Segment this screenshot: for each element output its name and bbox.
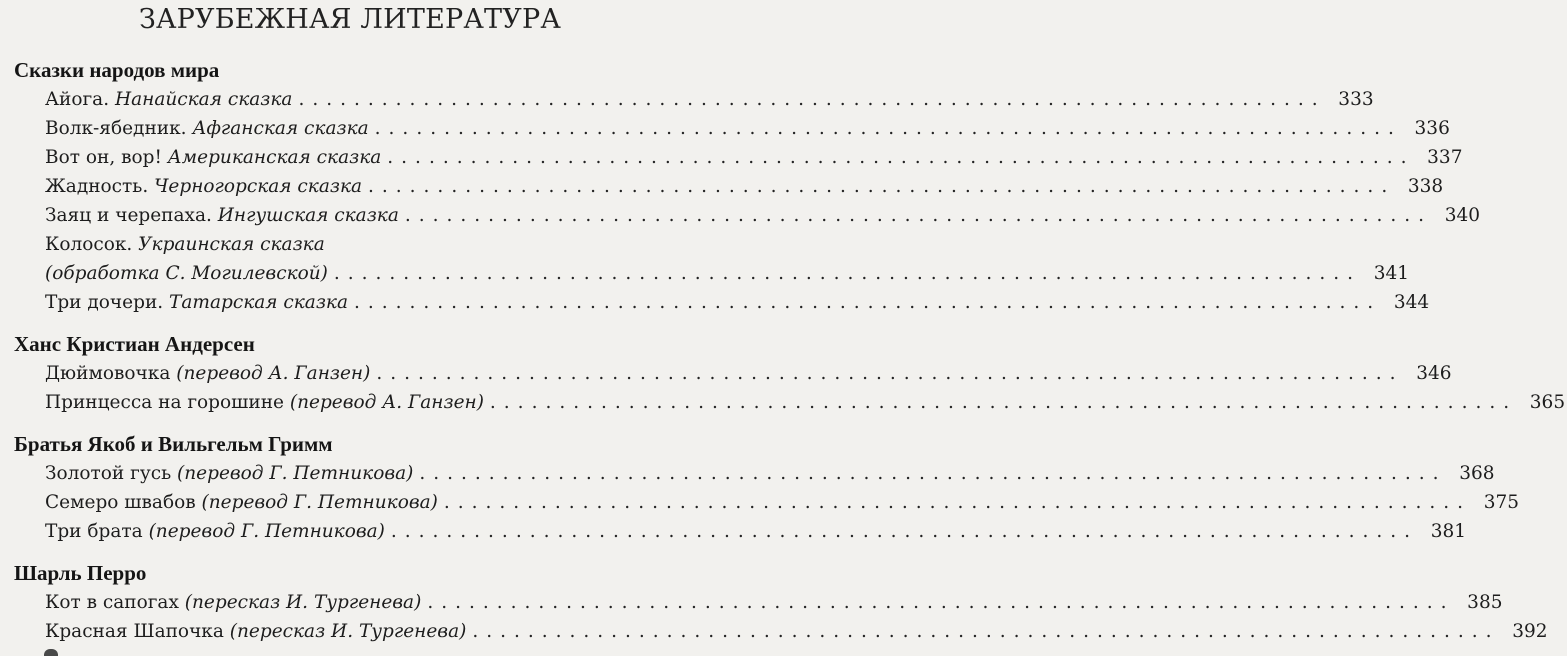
entry-title: Вот он, вор! bbox=[45, 147, 168, 168]
entry-subtitle: (пересказ И. Тургенева) bbox=[184, 592, 422, 613]
entry-label bbox=[45, 517, 385, 546]
entry-title: Кот в сапогах bbox=[45, 592, 185, 613]
entry-title: Три дочери. bbox=[45, 292, 170, 313]
page-number: 338 bbox=[1407, 176, 1444, 197]
entry-label bbox=[45, 201, 399, 230]
entry-title: Волк-ябедник. bbox=[45, 118, 193, 139]
leader-dots: .......................................................................... bbox=[354, 292, 1382, 313]
page-number: 381 bbox=[1430, 521, 1467, 542]
section-title: Ханс Кристиан Андерсен bbox=[14, 332, 255, 356]
page-title: ЗАРУБЕЖНАЯ ЛИТЕРАТУРА bbox=[139, 4, 561, 35]
entry-subtitle: Афганская сказка bbox=[192, 118, 369, 139]
toc-entry[interactable] bbox=[0, 230, 1410, 288]
entry-label bbox=[45, 85, 292, 114]
entry-label bbox=[45, 617, 466, 646]
leader-dots: .......................................................................... bbox=[472, 621, 1500, 642]
page-number: 337 bbox=[1427, 147, 1463, 168]
entry-subtitle: Нанайская сказка bbox=[114, 89, 293, 110]
toc-section bbox=[0, 56, 1481, 317]
leader-dots: .......................................................................... bbox=[387, 147, 1415, 168]
entry-subtitle: (перевод Г. Петникова) bbox=[177, 463, 414, 484]
entry-title: Три брата bbox=[45, 521, 149, 542]
entry-label bbox=[45, 588, 421, 617]
entry-title: Жадность. bbox=[45, 176, 155, 197]
leader-dots: .......................................................................... bbox=[489, 392, 1518, 413]
entry-subtitle-continued: (обработка С. Могилевской) bbox=[45, 263, 328, 284]
leader-dots: .......................................................................... bbox=[390, 521, 1419, 542]
leader-dots: .......................................................................... bbox=[443, 492, 1472, 513]
entry-title: Принцесса на горошине bbox=[45, 392, 290, 413]
leader-dots: .......................................................................... bbox=[298, 89, 1326, 110]
entry-subtitle: Татарская сказка bbox=[169, 292, 349, 313]
entry-subtitle: Черногорская сказка bbox=[154, 176, 363, 197]
page-number: 368 bbox=[1459, 463, 1495, 484]
toc-section bbox=[0, 330, 1566, 417]
section-title: Братья Якоб и Вильгельм Гримм bbox=[14, 432, 333, 456]
leader-dots: .......................................................................... bbox=[419, 463, 1447, 484]
entry-subtitle: (пересказ И. Тургенева) bbox=[229, 621, 467, 642]
entry-title: Золотой гусь bbox=[45, 463, 178, 484]
toc-entry[interactable] bbox=[0, 359, 1452, 388]
leader-dots: .......................................................................... bbox=[374, 118, 1402, 139]
entry-title: Колосок. bbox=[45, 234, 139, 255]
entry-label bbox=[45, 114, 369, 143]
toc-entry[interactable] bbox=[0, 488, 1520, 517]
page-number: 375 bbox=[1483, 492, 1520, 513]
entry-subtitle: (перевод Г. Петникова) bbox=[201, 492, 438, 513]
entry-subtitle: Американская сказка bbox=[167, 147, 382, 168]
toc-section bbox=[0, 559, 1548, 646]
entry-title: Дюймовочка bbox=[45, 363, 177, 384]
entry-subtitle: (перевод А. Ганзен) bbox=[289, 392, 484, 413]
page-number: 365 bbox=[1529, 392, 1566, 413]
toc-entry[interactable] bbox=[0, 143, 1463, 172]
entry-title: Айога. bbox=[45, 89, 115, 110]
leader-dots: .......................................................................... bbox=[333, 263, 1362, 284]
leader-dots: .......................................................................... bbox=[404, 205, 1433, 226]
page-number: 333 bbox=[1338, 89, 1374, 110]
leader-dots: .......................................................................... bbox=[376, 363, 1404, 384]
table-of-contents bbox=[0, 56, 1566, 646]
entry-label bbox=[45, 143, 381, 172]
toc-entry[interactable] bbox=[0, 459, 1495, 488]
toc-entry[interactable] bbox=[0, 114, 1450, 143]
entry-subtitle: Ингушская сказка bbox=[217, 205, 399, 226]
page-number: 340 bbox=[1444, 205, 1481, 226]
entry-title: Красная Шапочка bbox=[45, 621, 230, 642]
toc-entry[interactable] bbox=[0, 288, 1430, 317]
leader-dots: .......................................................................... bbox=[368, 176, 1396, 197]
page-number: 344 bbox=[1393, 292, 1430, 313]
page-number: 341 bbox=[1373, 263, 1410, 284]
toc-entry[interactable] bbox=[0, 517, 1467, 546]
page-number: 346 bbox=[1416, 363, 1452, 384]
entry-label bbox=[45, 359, 370, 388]
entry-label bbox=[45, 230, 690, 259]
entry-label bbox=[45, 388, 484, 417]
toc-section bbox=[0, 430, 1520, 546]
entry-label bbox=[45, 288, 348, 317]
entry-title: Семеро швабов bbox=[45, 492, 202, 513]
entry-subtitle: (перевод Г. Петникова) bbox=[148, 521, 385, 542]
toc-entry[interactable] bbox=[0, 617, 1548, 646]
section-title: Сказки народов мира bbox=[14, 58, 220, 82]
toc-entry[interactable] bbox=[0, 172, 1444, 201]
page-number: 392 bbox=[1512, 621, 1548, 642]
page-number: 336 bbox=[1414, 118, 1450, 139]
entry-title: Заяц и черепаха. bbox=[45, 205, 218, 226]
toc-entry[interactable] bbox=[0, 388, 1566, 417]
entry-subtitle: Украинская сказка bbox=[138, 234, 325, 255]
entry-label bbox=[45, 488, 438, 517]
entry-label bbox=[45, 172, 362, 201]
section-title: Шарль Перро bbox=[14, 561, 147, 585]
toc-entry[interactable] bbox=[0, 588, 1503, 617]
leader-dots: .......................................................................... bbox=[427, 592, 1455, 613]
cropped-next-line bbox=[44, 649, 58, 656]
entry-label bbox=[45, 459, 413, 488]
toc-entry[interactable] bbox=[0, 201, 1481, 230]
toc-entry[interactable] bbox=[0, 85, 1374, 114]
entry-subtitle: (перевод А. Ганзен) bbox=[176, 363, 371, 384]
page-number: 385 bbox=[1467, 592, 1503, 613]
